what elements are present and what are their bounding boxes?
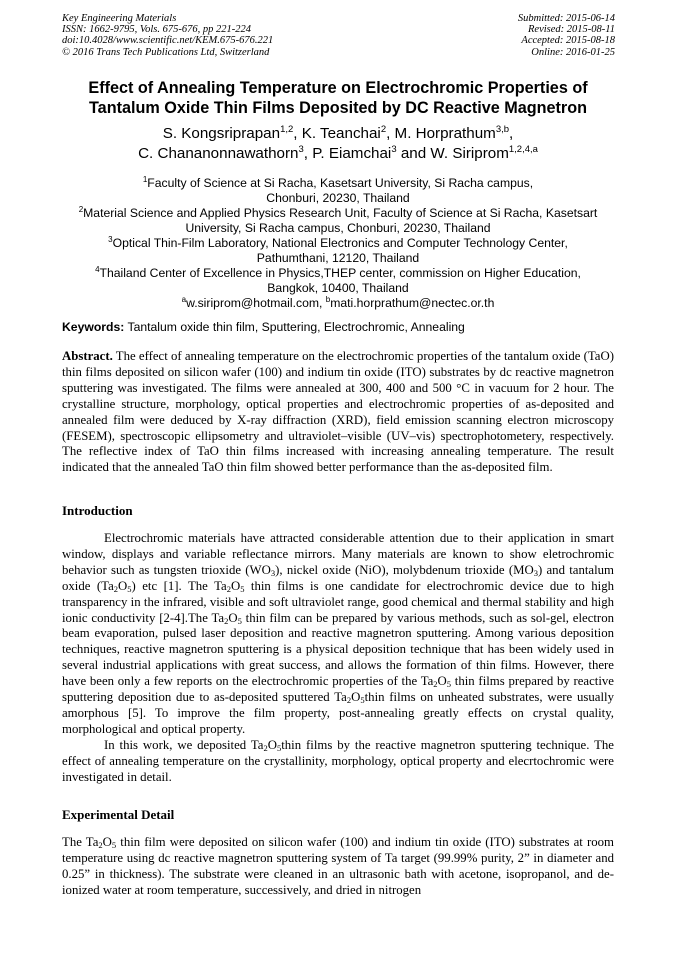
date-revised: Revised: 2015-08-11 (528, 24, 615, 36)
author-name: , P. Eiamchai (303, 145, 392, 162)
journal-issn: ISSN: 1662-9795, Vols. 675-676, pp 221-224 (62, 24, 251, 36)
keywords-label: Keywords: (62, 320, 125, 334)
journal-name: Key Engineering Materials (62, 13, 177, 24)
experimental-body (62, 835, 614, 899)
affiliation-1-cont: Chonburi, 20230, Thailand (266, 191, 410, 205)
author-affil-sup: 2 (380, 124, 387, 135)
keywords (62, 320, 614, 335)
author-name: and W. Siriprom (396, 145, 509, 162)
email-sup: b (325, 295, 331, 304)
affiliation-2 (62, 206, 614, 221)
affil-text: Faculty of Science at Si Racha, Kasetsart University, Si Racha campus, (147, 176, 534, 190)
email-sup: a (181, 295, 187, 304)
affil-sup: 2 (78, 205, 84, 214)
journal-doi: doi:10.4028/www.scientific.net/KEM.675-676.221 (62, 35, 274, 47)
affil-sup: 1 (142, 175, 148, 184)
author-separator: , (509, 125, 514, 142)
author-list (62, 124, 614, 164)
author-name: , M. Horprathum (386, 125, 496, 142)
email-link[interactable]: mati.horprathum@nectec.or.th (330, 296, 495, 310)
date-accepted: Accepted: 2015-08-18 (521, 35, 615, 47)
affil-sup: 3 (108, 235, 113, 244)
affiliation-4 (62, 266, 614, 281)
affil-text: Material Science and Applied Physics Research Unit, Faculty of Science at Si Racha, Kasetsart (83, 206, 598, 220)
date-submitted: Submitted: 2015-06-14 (517, 13, 615, 24)
abstract-label: Abstract. (62, 349, 113, 363)
affiliation-3-cont: Pathumthani, 12120, Thailand (256, 251, 420, 265)
title-line-2: Tantalum Oxide Thin Films Deposited by DC Reactive Magnetron (89, 99, 587, 117)
email-line (62, 296, 614, 311)
abstract-paragraph (62, 349, 614, 476)
abstract (62, 349, 614, 476)
affiliation-4-cont: Bangkok, 10400, Thailand (267, 281, 409, 295)
journal-copyright: © 2016 Trans Tech Publications Ltd, Switzerland (62, 46, 270, 58)
experimental-paragraph-1: The $Ta_2O_5$ thin film were deposited on silicon wafer (100) and indium tin oxide (ITO) substrates at room temperature using dc reactive magnetron sputtering system of Ta target (99.99% purity, 2” in diameter and 0.25” in thickness). The substrate were cleaned in an ultrasonic bath with acetone, isopropanol, and de-ionized water at room temperature, successively, and dried in nitrogen (62, 835, 614, 897)
author-name: S. Kongsriprapan (162, 125, 281, 142)
date-online: Online: 2016-01-25 (531, 46, 615, 58)
affil-text: Thailand Center of Excellence in Physics,THEP center, commission on Higher Education, (99, 266, 581, 280)
author-affil-sup: 3,b (495, 124, 510, 135)
affiliation-list (62, 176, 614, 311)
author-affil-sup: 3 (391, 144, 397, 155)
introduction-body (62, 531, 614, 786)
affiliation-2-cont: University, Si Racha campus, Chonburi, 20230, Thailand (185, 221, 491, 235)
introduction-paragraph-1: Electrochromic materials have attracted considerable attention due to their application in smart window, displays and variable reflectance mirrors. Many materials are known to show eletrochromic behavior such as tungsten trioxide $(WO_3)$, nickel oxide (NiO), molybdenum trioxide $(MO_3)$ and tantalum oxide $(Ta_2O_5)$ etc [1]. The $Ta_2O_5$ thin films is one candidate for electrochromic device due to high transparency in the infrared, visible and soft ultraviolet range, good chemical and thermal stability and high ionic conductivity [2-4].The $Ta_2O_5$ thin film can be prepared by various methods, such as sol-gel, electron beam evaporation, pulsed laser deposition and reactive magnetron sputtering. Among various deposition techniques, reactive magnetron sputtering is a physical deposition technique that has been widely used in several industrial applications with great success, and allows the formation of thin films. However, there have been only a few reports on the electrochromic properties of the $Ta_2O_5$ thin films prepared by reactive sputtering deposition due to as-deposited sputtered $Ta_2O_5thin$ films on unheated substrates, were usually amorphous [5]. To improve the film property, post-annealing greatly effects on crystal quality, morphological and optical property. (62, 531, 614, 736)
author-affil-sup: 3 (298, 144, 304, 155)
affil-sup: 4 (95, 265, 100, 274)
journal-info (62, 13, 273, 58)
author-line-1 (62, 124, 614, 144)
publication-dates (518, 13, 615, 58)
introduction-paragraph-2: In this work, we deposited $Ta_2O_5thin$ films by the reactive magnetron sputtering technique. The effect of annealing temperature on the crystallinity, morphology, optical property and elecrtochromic were investigated in detail. (62, 737, 614, 784)
author-name: C. Chananonnawathorn (138, 145, 299, 162)
author-name: , K. Teanchai (293, 125, 381, 142)
affil-text: Optical Thin-Film Laboratory, National Electronics and Computer Technology Center, (112, 236, 568, 250)
experimental-heading: Experimental Detail (62, 807, 175, 822)
author-line-2 (62, 144, 614, 164)
affiliation-1 (62, 176, 614, 191)
author-affil-sup: 1,2,4,a (508, 144, 538, 155)
keywords-text: Tantalum oxide thin film, Sputtering, Electrochromic, Annealing (124, 320, 465, 334)
title-line-1: Effect of Annealing Temperature on Electrochromic Properties of (88, 79, 588, 97)
introduction-heading: Introduction (62, 503, 133, 518)
author-affil-sup: 1,2 (280, 124, 294, 135)
abstract-text: The effect of annealing temperature on the electrochromic properties of the tantalum oxide (TaO) thin films deposited on silicon wafer (100) and indium tin oxide (ITO) substrates by dc reactive magnetron sputtering was investigated. The films were annealed at 300, 400 and 500 °C in vacuum for 2 hour. The crystalline structure, morphology, optical properties and electrochromic properties of as-deposited and annealed film were deduced by X-ray diffraction (XRD), field emission scanning electron microscopy (FESEM), spectroscopic ellipsometry and ultraviolet–visible (UV–vis) spectrophotometery, respectively. The reflective index of TaO thin films increased with increasing annealing temperature. The result indicated that the annealed TaO thin film showed better performance than the as-deposited film. (62, 349, 614, 475)
paper-title (62, 78, 614, 118)
email-link[interactable]: w.siriprom@hotmail.com, (186, 296, 326, 310)
affiliation-3 (62, 236, 614, 251)
